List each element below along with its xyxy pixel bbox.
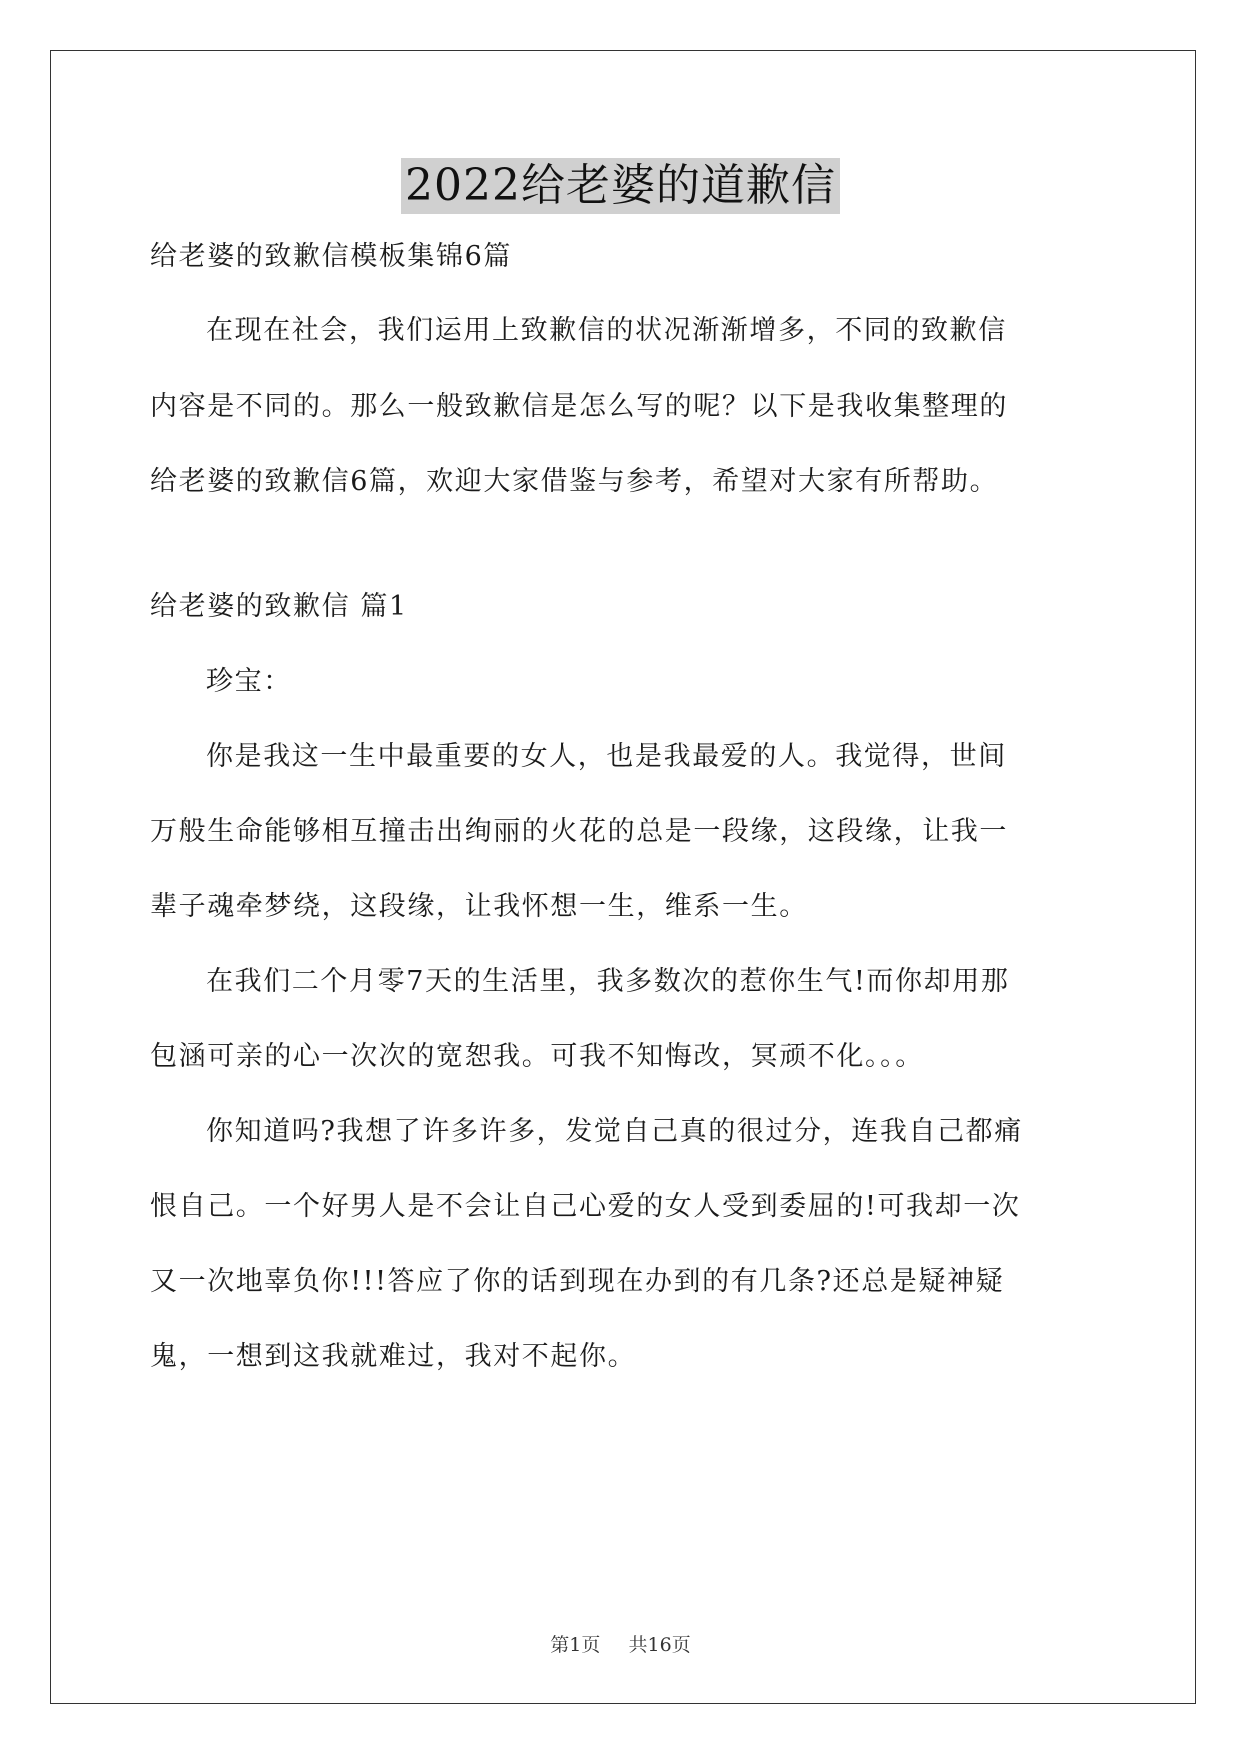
body-line-7: 恨自己。一个好男人是不会让自己心爱的女人受到委屈的!可我却一次 xyxy=(150,1191,1021,1222)
salutation: 珍宝： xyxy=(206,666,292,697)
body-line-9: 鬼，一想到这我就难过，我对不起你。 xyxy=(150,1341,637,1372)
intro-line-3: 给老婆的致歉信6篇，欢迎大家借鉴与参考，希望对大家有所帮助。 xyxy=(150,466,999,497)
title-container xyxy=(0,158,1241,214)
section-heading: 给老婆的致歉信 篇1 xyxy=(150,591,408,622)
intro-line-2: 内容是不同的。那么一般致歉信是怎么写的呢？以下是我收集整理的 xyxy=(150,391,1008,422)
subtitle-line: 给老婆的致歉信模板集锦6篇 xyxy=(150,241,512,272)
page-total: 共16页 xyxy=(628,1634,691,1656)
page-footer xyxy=(0,1630,1241,1657)
page-border xyxy=(50,50,1196,1704)
body-line-5: 包涵可亲的心一次次的宽恕我。可我不知悔改，冥顽不化。。。 xyxy=(150,1041,924,1072)
body-line-2: 万般生命能够相互撞击出绚丽的火花的总是一段缘，这段缘，让我一 xyxy=(150,816,1008,847)
intro-line-1: 在现在社会，我们运用上致歉信的状况渐渐增多，不同的致歉信 xyxy=(206,315,1007,346)
body-line-1: 你是我这一生中最重要的女人，也是我最爱的人。我觉得，世间 xyxy=(206,741,1007,772)
body-line-3: 辈子魂牵梦绕，这段缘，让我怀想一生，维系一生。 xyxy=(150,891,808,922)
body-line-8: 又一次地辜负你!!!答应了你的话到现在办到的有几条?还总是疑神疑 xyxy=(150,1266,1005,1297)
document-title: 2022给老婆的道歉信 xyxy=(401,158,840,214)
body-line-4: 在我们二个月零7天的生活里，我多数次的惹你生气!而你却用那 xyxy=(206,966,1010,997)
page-number: 第1页 xyxy=(550,1634,601,1656)
body-line-6: 你知道吗?我想了许多许多，发觉自己真的很过分，连我自己都痛 xyxy=(206,1116,1023,1147)
